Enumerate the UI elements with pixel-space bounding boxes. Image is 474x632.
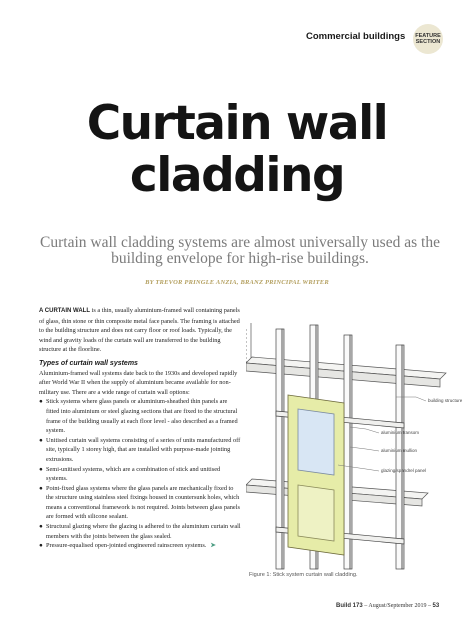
list-item: ● Unitised curtain wall systems consisting of a series of units manufactured off site, typically 1 storey high, that are installed with purpose-made jointing extrusions. <box>39 436 241 463</box>
page-number: 53 <box>432 603 440 609</box>
bullet-icon: ● <box>39 542 43 550</box>
bullet-icon: ● <box>39 398 43 406</box>
magazine-name: Build 173 <box>336 603 363 609</box>
curtain-wall-figure <box>246 315 464 583</box>
label-building-structure: building structure <box>428 398 463 403</box>
byline: BY TREVOR PRINGLE ANZIA, BRANZ PRINCIPAL WRITER <box>145 279 329 286</box>
intro-lead: A CURTAIN WALL <box>39 308 90 314</box>
issue-date: August/September 2019 <box>368 603 427 609</box>
intro-paragraph <box>39 306 241 355</box>
badge-line-2: SECTION <box>415 39 441 45</box>
footer-separator: – <box>364 603 368 609</box>
list-item: ● Structural glazing where the glazing is adhered to the aluminium curtain wall members with the joints between the glass sealed. <box>39 523 241 540</box>
label-aluminium-transom: aluminium transom <box>381 430 420 435</box>
badge-line-1: FEATURE <box>415 33 441 39</box>
types-intro: Aluminium-framed wall systems date back to the 1930s and developed rapidly after World War II when the supply of aluminium became available for non-military use. There are a wide range of curtain wall options: <box>39 369 238 396</box>
footer-separator: – <box>428 603 432 609</box>
curtain-wall-illustration <box>246 315 464 583</box>
section-label: Commercial buildings <box>306 31 406 42</box>
glazing-panel <box>288 395 344 555</box>
article-title <box>0 98 474 202</box>
article-body <box>39 306 241 551</box>
intro-text: is a thin, usually aluminium-framed wall containing panels of glass, thin stone or thin composite metal face panels. The framing is attached to the building structure and does not carry floor or roof loads. Typically, the wind and gravity loads of the curtain wall are transferred to the building structure at the floorline. <box>39 307 240 354</box>
types-heading: Types of curtain wall systems <box>39 359 138 367</box>
bullet-icon: ● <box>39 436 43 444</box>
bullet-icon: ● <box>39 484 43 492</box>
title-line-1: Curtain wall <box>86 96 388 151</box>
article-subtitle: Curtain wall cladding systems are almost universally used as the building envelope for high-rise buildings. <box>40 234 440 267</box>
page-footer <box>336 603 439 609</box>
continue-arrow-icon: ➤ <box>210 542 216 550</box>
list-item: ● Stick systems where glass panels or aluminium-sheathed thin panels are fitted into aluminium or steel glazing sections that are fixed to the structural frame of the building usually at each floor level - also described as a framed system. <box>39 398 238 435</box>
bullet-icon: ● <box>39 523 43 531</box>
list-item: ● Semi-unitised systems, which are a combination of stick and unitised systems. <box>39 465 221 483</box>
label-glazing-panel: glazing/spandrel panel <box>381 468 427 473</box>
label-aluminium-mullion: aluminium mullion <box>381 448 418 453</box>
list-item: ● Point-fixed glass systems where the glass panels are mechanically fixed to the structure using stainless steel fixings housed in countersunk holes, which means a conventional framework is not required. Joints between glass panels are formed with silicone sealant. <box>39 484 240 521</box>
feature-section-badge <box>413 24 443 54</box>
types-list <box>39 397 241 551</box>
title-line-2: cladding <box>129 148 345 203</box>
bullet-icon: ● <box>39 465 43 473</box>
figure-caption: Figure 1: Stick system curtain wall cladding. <box>249 572 358 578</box>
list-item: ● Pressure-equalised open-jointed engineered rainscreen systems. ➤ <box>39 542 216 550</box>
